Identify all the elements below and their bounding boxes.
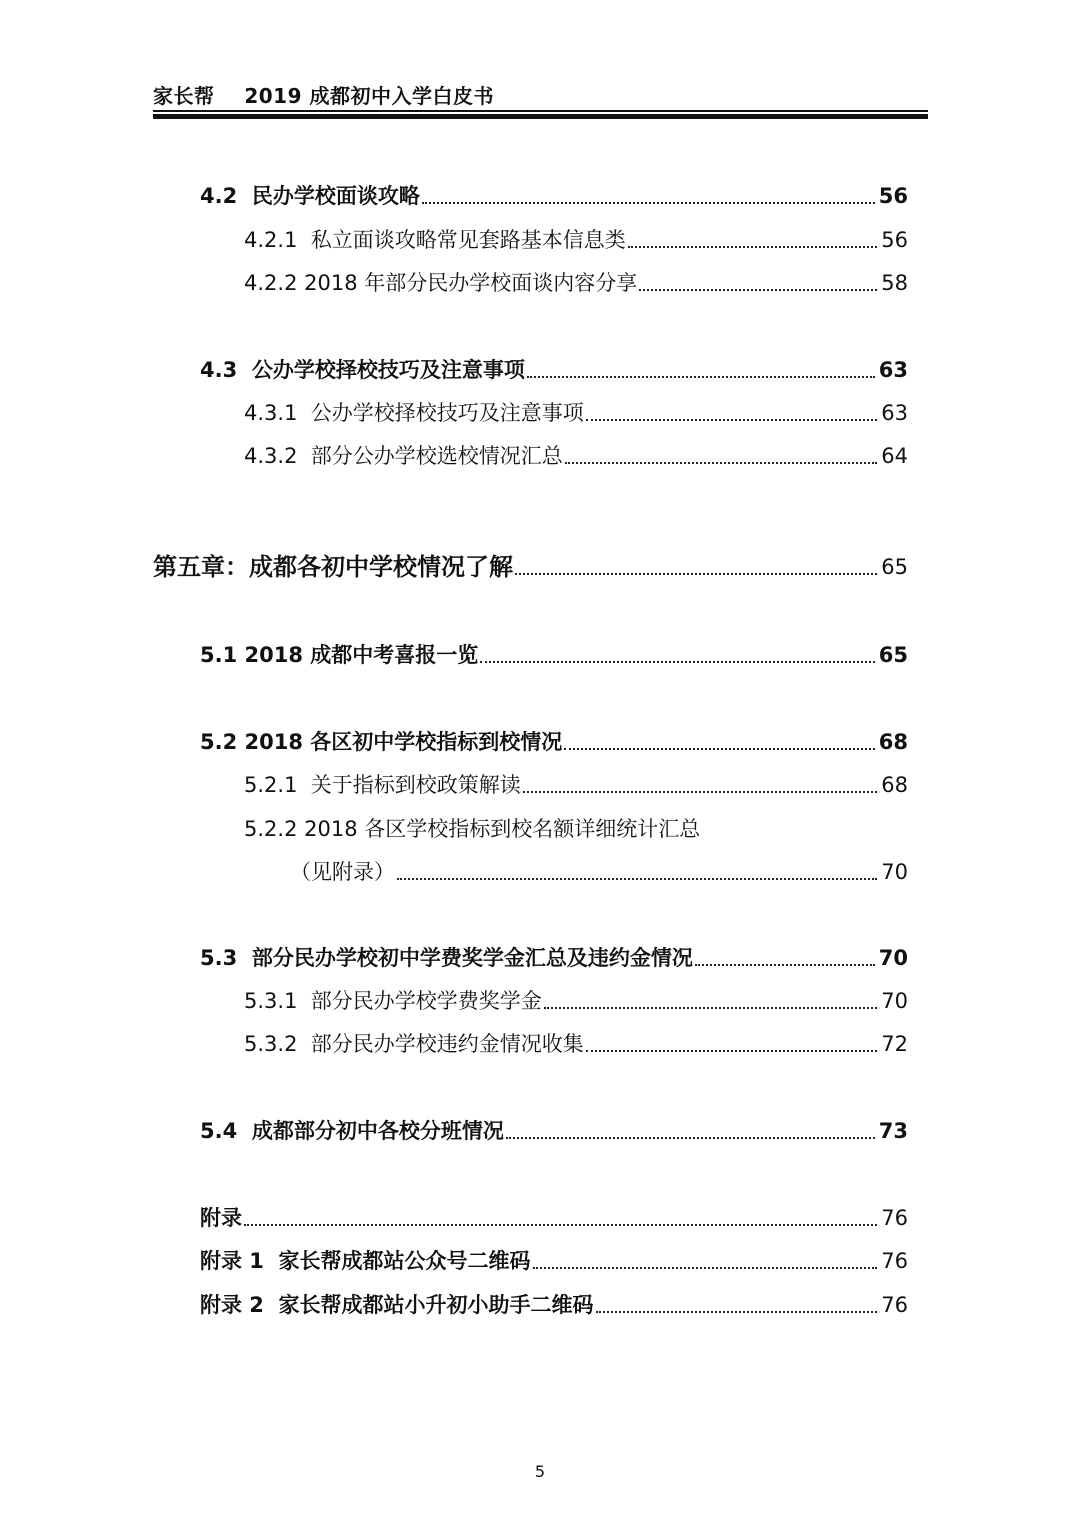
toc-entry-title: 4.3.1 公办学校择校技巧及注意事项 xyxy=(244,401,584,425)
toc-entry-page: 56 xyxy=(881,228,908,252)
toc-entry-title: 附录 1 家长帮成都站公众号二维码 xyxy=(200,1249,531,1273)
toc-entry-page: 64 xyxy=(881,444,908,468)
toc-dot-leader xyxy=(515,573,877,575)
toc-entry-title: 4.3 公办学校择校技巧及注意事项 xyxy=(200,358,525,382)
toc-entry-title: 5.2.1 关于指标到校政策解读 xyxy=(244,773,521,797)
toc-entry-title: 4.2.2 2018 年部分民办学校面谈内容分享 xyxy=(244,271,638,295)
toc-dot-leader xyxy=(523,791,877,793)
toc-entry-title: 5.1 2018 成都中考喜报一览 xyxy=(200,643,479,667)
toc-entry-title: 5.3.2 部分民办学校违约金情况收集 xyxy=(244,1032,584,1056)
page-number: 5 xyxy=(534,1462,546,1481)
toc-entry-page: 68 xyxy=(881,773,908,797)
toc-dot-leader xyxy=(422,202,875,204)
toc-entry-title: 5.3 部分民办学校初中学费奖学金汇总及违约金情况 xyxy=(200,946,693,970)
toc-dot-leader xyxy=(480,661,874,663)
toc-entry-title: 5.4 成都部分初中各校分班情况 xyxy=(200,1119,504,1143)
toc-entry-title: 5.3.1 部分民办学校学费奖学金 xyxy=(244,989,542,1013)
toc-entry-5-2-2-line2[interactable] xyxy=(290,857,908,887)
toc-entry-5-2-2-line1[interactable]: 5.2.2 2018 各区学校指标到校名额详细统计汇总 xyxy=(244,817,701,841)
toc-dot-leader xyxy=(639,289,877,291)
toc-entry-title: 附录 2 家长帮成都站小升初小助手二维码 xyxy=(200,1293,594,1317)
toc-entry-page: 58 xyxy=(881,271,908,295)
toc-entry-4-3-2[interactable] xyxy=(244,441,908,471)
toc-entry-page: 63 xyxy=(881,401,908,425)
toc-entry-page: 65 xyxy=(878,643,908,667)
toc-entry-page: 72 xyxy=(881,1032,908,1056)
toc-entry-title: 附录 xyxy=(200,1206,242,1230)
toc-entry-5-3-2[interactable] xyxy=(244,1029,908,1059)
toc-dot-leader xyxy=(695,964,875,966)
toc-entry-5-4[interactable] xyxy=(200,1116,908,1146)
header-title: 家长帮 2019 成都初中入学白皮书 xyxy=(153,84,494,108)
toc-entry-title: 5.2 2018 各区初中学校指标到校情况 xyxy=(200,730,563,754)
toc-entry-title: 4.3.2 部分公办学校选校情况汇总 xyxy=(244,444,563,468)
toc-entry-appendix-1[interactable] xyxy=(200,1246,908,1276)
toc-entry-page: 76 xyxy=(881,1249,908,1273)
toc-entry-page: 63 xyxy=(878,358,908,382)
toc-entry-title: （见附录） xyxy=(290,860,395,884)
toc-entry-page: 70 xyxy=(878,946,908,970)
toc-entry-title: 4.2.1 私立面谈攻略常见套路基本信息类 xyxy=(244,228,626,252)
toc-entry-page: 70 xyxy=(881,860,908,884)
toc-entry-5-2[interactable] xyxy=(200,727,908,757)
toc-entry-5-3[interactable] xyxy=(200,943,908,973)
toc-entry-page: 73 xyxy=(878,1119,908,1143)
toc-entry-4-2-1[interactable] xyxy=(244,225,908,255)
toc-dot-leader xyxy=(628,246,877,248)
toc-entry-5-2-1[interactable] xyxy=(244,770,908,800)
toc-entry-appendix[interactable] xyxy=(200,1203,908,1233)
toc-dot-leader xyxy=(565,462,877,464)
toc-entry-page: 76 xyxy=(881,1293,908,1317)
header-rule-thick xyxy=(153,114,928,119)
toc-entry-page: 68 xyxy=(878,730,908,754)
toc-entry-title: 第五章：成都各初中学校情况了解 xyxy=(153,553,513,581)
header-rule-thin xyxy=(153,110,928,112)
toc-entry-4-2[interactable] xyxy=(200,181,908,211)
toc-entry-page: 56 xyxy=(878,184,908,208)
toc-dot-leader xyxy=(596,1311,878,1313)
toc-entry-page: 65 xyxy=(881,555,908,579)
toc-dot-leader xyxy=(586,1050,877,1052)
toc-dot-leader xyxy=(586,419,877,421)
toc-dot-leader xyxy=(244,1224,877,1226)
toc-entry-appendix-2[interactable] xyxy=(200,1290,908,1320)
toc-entry-4-3-1[interactable] xyxy=(244,398,908,428)
toc-entry-page: 76 xyxy=(881,1206,908,1230)
toc-dot-leader xyxy=(533,1267,878,1269)
toc-entry-chapter-5[interactable] xyxy=(153,552,908,582)
toc-dot-leader xyxy=(544,1007,877,1009)
toc-entry-4-3[interactable] xyxy=(200,355,908,385)
toc-dot-leader xyxy=(527,376,875,378)
toc-entry-page: 70 xyxy=(881,989,908,1013)
toc-dot-leader xyxy=(397,878,877,880)
toc-dot-leader xyxy=(564,748,874,750)
toc-entry-5-1[interactable] xyxy=(200,640,908,670)
toc-entry-title: 4.2 民办学校面谈攻略 xyxy=(200,184,420,208)
toc-dot-leader xyxy=(506,1137,875,1139)
toc-entry-5-3-1[interactable] xyxy=(244,986,908,1016)
toc-entry-4-2-2[interactable] xyxy=(244,268,908,298)
